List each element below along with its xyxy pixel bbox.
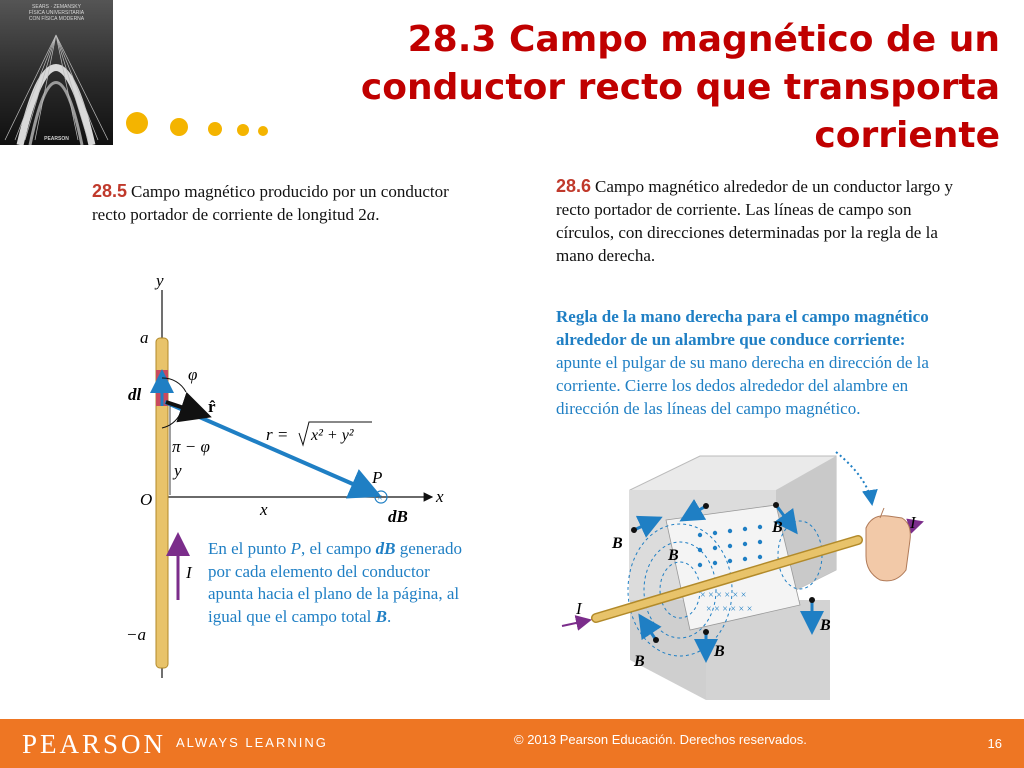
svg-text:× × × × × ×: × × × × × × bbox=[700, 590, 747, 601]
b-label: B bbox=[612, 535, 623, 552]
r-hat-arrow bbox=[166, 402, 208, 416]
figure-number: 28.6 bbox=[556, 176, 592, 196]
b-label: B bbox=[668, 547, 679, 564]
note-var: P bbox=[290, 539, 302, 558]
point-p-label: P bbox=[372, 468, 383, 487]
book-cover-publisher: PEARSON bbox=[44, 136, 69, 142]
footer-copyright: © 2013 Pearson Educación. Derechos reservados. bbox=[514, 732, 807, 747]
book-cover-image bbox=[0, 0, 113, 145]
rule-heading: Regla de la mano derecha para el campo magnético alrededor de un alambre que conduce corriente: bbox=[556, 307, 929, 349]
cover-title-line: FÍSICA UNIVERSITARIA bbox=[28, 10, 85, 16]
y-axis-label: y bbox=[156, 271, 164, 290]
caption-var: a bbox=[366, 205, 376, 224]
svg-text:×: × bbox=[377, 493, 383, 504]
cover-title-line: CON FÍSICA MODERNA bbox=[28, 16, 85, 22]
caption-text: Campo magnético producido por un conductor recto portador de corriente de longitud 2 bbox=[92, 182, 449, 224]
page-number: 16 bbox=[987, 736, 1002, 751]
callout-arrow bbox=[836, 452, 872, 504]
rule-body: apunte el pulgar de su mano derecha en dirección de la corriente. Cierre los dedos alrededor del alambre en dirección de las líneas del campo magnético. bbox=[556, 353, 929, 418]
r-formula bbox=[266, 422, 372, 445]
dl-label: dl bbox=[128, 385, 142, 404]
b-label: B bbox=[714, 643, 725, 660]
note-var: dB bbox=[375, 539, 396, 558]
pearson-logo: PEARSON bbox=[22, 729, 167, 759]
dot bbox=[170, 118, 188, 136]
pi-minus-phi-label: π − φ bbox=[172, 437, 210, 456]
current-label-right: I bbox=[910, 513, 916, 532]
b-label: B bbox=[820, 617, 831, 634]
bridge-illustration bbox=[0, 0, 113, 145]
caption-text: Campo magnético alrededor de un conductor largo y recto portador de corriente. Las líneas de campo son círculos, con direcciones determinadas por la regla de la mano derecha. bbox=[556, 177, 954, 265]
current-arrow-left bbox=[562, 620, 590, 626]
note-text: . bbox=[386, 606, 392, 626]
b-label: B bbox=[634, 653, 645, 670]
r-formula-rad: x² + y² bbox=[311, 427, 354, 444]
dot bbox=[126, 112, 148, 134]
figure-28-6-diagram bbox=[556, 450, 956, 705]
current-label-left: I bbox=[576, 599, 582, 618]
cover-title-line: SEARS · ZEMANSKY bbox=[32, 4, 81, 10]
figure-28-5-note bbox=[208, 538, 468, 628]
figure-28-5-caption bbox=[92, 180, 472, 226]
label-a-bottom: −a bbox=[126, 625, 146, 644]
footer-tagline: ALWAYS LEARNING bbox=[176, 735, 328, 750]
origin-label: O bbox=[140, 490, 153, 509]
right-hand-icon bbox=[866, 516, 910, 581]
figure-28-6-caption bbox=[556, 175, 956, 267]
note-text: En el punto bbox=[208, 539, 291, 558]
label-a-top: a bbox=[140, 328, 149, 347]
dot bbox=[208, 122, 222, 136]
b-label: B bbox=[772, 519, 783, 536]
note-text: , el campo bbox=[301, 539, 376, 558]
r-formula-lhs: r = bbox=[266, 425, 289, 444]
x-distance-label: x bbox=[260, 500, 268, 519]
db-label: dB bbox=[388, 507, 408, 526]
slide-title: 28.3 Campo magnético de un conductor recto que transporta corriente bbox=[360, 19, 1000, 156]
current-label: I bbox=[186, 563, 192, 582]
right-hand-rule-text bbox=[556, 305, 951, 420]
figure-number: 28.5 bbox=[92, 181, 128, 201]
note-text: generado por cada elemento del conductor apunta hacia el plano de la página, al igual que el campo total bbox=[208, 539, 463, 626]
y-distance-label: y bbox=[174, 461, 182, 480]
caption-end: . bbox=[375, 205, 380, 224]
x-axis-label: x bbox=[436, 487, 444, 506]
footer-bar bbox=[0, 719, 1024, 768]
svg-text:× × × × × ×: × × × × × × bbox=[706, 604, 753, 615]
phi-label: φ bbox=[188, 365, 198, 384]
r-hat-label: r̂ bbox=[208, 397, 216, 416]
note-var: B bbox=[375, 606, 387, 626]
